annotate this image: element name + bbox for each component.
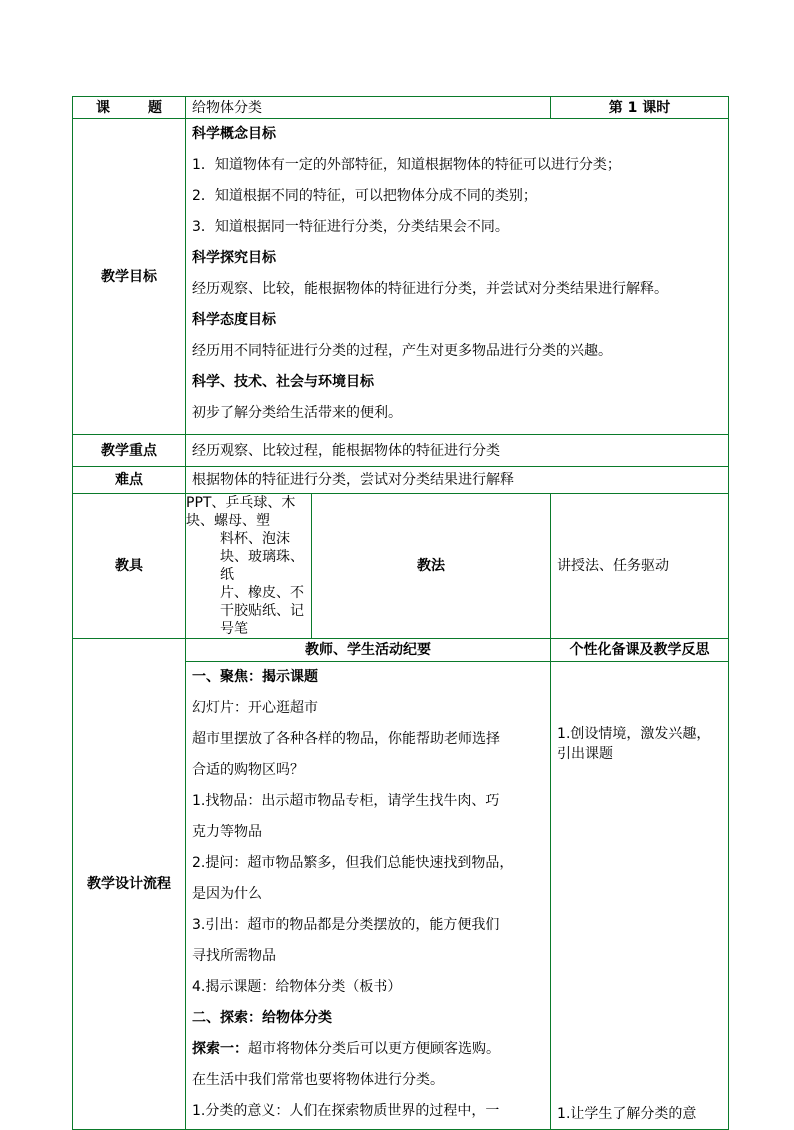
goal-heading-stse: 科学、技术、社会与环境目标 xyxy=(192,374,374,390)
goal-line: 2．知道根据不同的特征，可以把物体分成不同的类别； xyxy=(192,188,537,204)
flow-line: 二、探索：给物体分类 xyxy=(192,1010,332,1026)
flow-line: 在生活中我们常常也要将物体进行分类。 xyxy=(192,1072,444,1088)
difficulty-row xyxy=(73,467,729,494)
goal-line: 3．知道根据同一特征进行分类，分类结果会不同。 xyxy=(192,219,509,235)
title-label xyxy=(73,97,186,119)
method-text: 讲授法、任务驱动 xyxy=(551,494,729,639)
flow-activity-content xyxy=(186,662,551,1130)
reflection-line: 引出课题 xyxy=(557,746,614,762)
flow-line: 超市里摆放了各种各样的物品，你能帮助老师选择 xyxy=(192,731,500,747)
flow-activity-header: 教师、学生活动纪要 xyxy=(186,639,551,662)
flow-line: 2.提问：超市物品繁多，但我们总能快速找到物品， xyxy=(192,855,514,871)
flow-line: 1.找物品：出示超市物品专柜，请学生找牛肉、巧 xyxy=(192,793,500,809)
goal-line: 初步了解分类给生活带来的便利。 xyxy=(192,405,402,421)
tools-row xyxy=(73,494,729,639)
flow-line: 克力等物品 xyxy=(192,824,262,840)
tools-line: 片、橡皮、不干胶贴纸、记 xyxy=(220,585,304,619)
difficulty-label: 难点 xyxy=(73,467,186,494)
flow-line: 幻灯片：开心逛超市 xyxy=(192,700,318,716)
key-point-label: 教学重点 xyxy=(73,435,186,467)
reflection-line: 1.创设情境，激发兴趣， xyxy=(557,726,711,742)
flow-reflection-content xyxy=(551,662,729,1130)
reflection-block-1 xyxy=(557,724,710,764)
goal-line: 经历用不同特征进行分类的过程，产生对更多物品进行分类的兴趣。 xyxy=(192,343,612,359)
flow-reflection-header: 个性化备课及教学反思 xyxy=(551,639,729,662)
title-label-right: 题 xyxy=(148,99,162,116)
flow-line xyxy=(186,1034,550,1065)
flow-line: 一、聚焦：揭示课题 xyxy=(192,669,318,685)
lesson-title: 给物体分类 xyxy=(186,97,551,119)
flow-line: 1.分类的意义：人们在探索物质世界的过程中，一 xyxy=(192,1103,500,1119)
tools-list xyxy=(186,494,312,639)
title-label-left: 课 xyxy=(96,99,110,116)
goal-line: 经历观察、比较，能根据物体的特征进行分类，并尝试对分类结果进行解释。 xyxy=(192,281,668,297)
title-row xyxy=(73,97,729,119)
flow-label: 教学设计流程 xyxy=(73,639,186,1130)
goal-line: 1．知道物体有一定的外部特征，知道根据物体的特征可以进行分类； xyxy=(192,157,621,173)
tools-label: 教具 xyxy=(73,494,186,639)
tools-line: 料杯、泡沫块、玻璃珠、纸 xyxy=(220,531,304,583)
flow-line: 合适的购物区吗？ xyxy=(192,762,304,778)
flow-line: 寻找所需物品 xyxy=(192,948,276,964)
lesson-number: 第 1 课时 xyxy=(551,97,729,119)
key-point-text: 经历观察、比较过程，能根据物体的特征进行分类 xyxy=(186,435,729,467)
flow-line: 4.揭示课题：给物体分类（板书） xyxy=(192,979,402,995)
lesson-plan-page xyxy=(72,96,728,1130)
method-label: 教法 xyxy=(312,494,551,639)
key-point-row xyxy=(73,435,729,467)
goals-label: 教学目标 xyxy=(73,119,186,435)
lesson-plan-table xyxy=(72,96,729,1130)
flow-line: 3.引出：超市的物品都是分类摆放的，能方便我们 xyxy=(192,917,500,933)
flow-line-bold-prefix: 探索一： xyxy=(192,1041,248,1057)
flow-header-row xyxy=(73,639,729,662)
flow-line-rest: 超市将物体分类后可以更方便顾客选购。 xyxy=(248,1041,500,1057)
goals-row xyxy=(73,119,729,435)
difficulty-text: 根据物体的特征进行分类，尝试对分类结果进行解释 xyxy=(186,467,729,494)
reflection-block-2: 1.让学生了解分类的意 xyxy=(557,1106,697,1122)
tools-line: PPT、乒乓球、木块、螺母、塑 xyxy=(186,495,296,529)
goal-heading-attitude: 科学态度目标 xyxy=(192,312,276,328)
goals-content xyxy=(186,119,729,435)
tools-line: 号笔 xyxy=(220,621,248,637)
flow-line: 是因为什么 xyxy=(192,886,262,902)
goal-heading-concept: 科学概念目标 xyxy=(192,126,276,142)
goal-heading-inquiry: 科学探究目标 xyxy=(192,250,276,266)
